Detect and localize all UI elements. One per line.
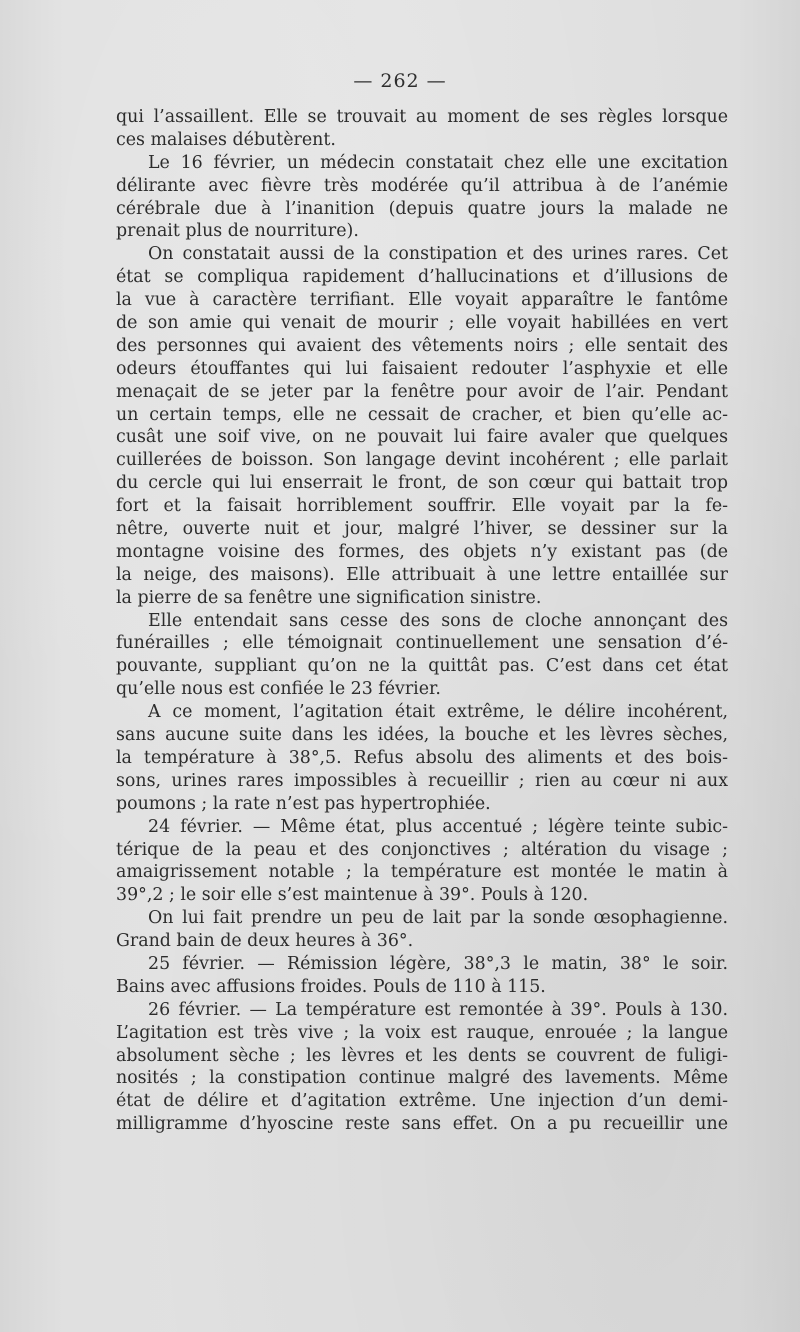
text-line: Grand bain de deux heures à 36°. (116, 931, 414, 952)
text-line: de son amie qui venait de mourir ; elle voyait habillées en vert (116, 313, 728, 334)
text-line: 26 février. — La température est remontée à 39°. Pouls à 130. (148, 999, 728, 1020)
text-line: ces malaises débutèrent. (116, 129, 336, 150)
text-line: délirante avec fièvre très modérée qu’il attribua à de l’anémie (116, 175, 728, 196)
paragraph (116, 152, 728, 244)
text-line: odeurs étouffantes qui lui faisaient redouter l’asphyxie et elle (116, 358, 728, 379)
text-line: nêtre, ouverte nuit et jour, malgré l’hiver, se dessiner sur la (116, 519, 728, 540)
text-line: la vue à caractère terrifiant. Elle voyait apparaître le fantôme (116, 290, 728, 311)
text-line: état se compliqua rapidement d’hallucinations et d’illusions de (116, 267, 728, 288)
text-line: 39°,2 ; le soir elle s’est maintenue à 39°. Pouls à 120. (116, 885, 589, 906)
text-line: la neige, des maisons). Elle attribuait à une lettre entaillée sur (116, 564, 728, 585)
page-number: — 262 — (353, 70, 447, 92)
text-line: qui l’assaillent. Elle se trouvait au moment de ses règles lorsque (116, 107, 728, 127)
text-line: L’agitation est très vive ; la voix est rauque, enrouée ; la langue (116, 1022, 728, 1043)
text-line: 24 février. — Même état, plus accentué ; légère teinte subic- (148, 816, 728, 837)
paragraph (116, 999, 728, 1136)
text-line: fort et la faisait horriblement souffrir. Elle voyait par la fe- (116, 496, 728, 517)
text-line: Bains avec affusions froides. Pouls de 110 à 115. (116, 976, 546, 997)
text-line: funérailles ; elle témoignait continuellement une sensation d’é- (116, 633, 728, 654)
text-line: térique de la peau et des conjonctives ; altération du visage ; (116, 839, 728, 860)
text-line: menaçait de se jeter par la fenêtre pour avoir de l’air. Pendant (116, 381, 728, 402)
text-line: pouvante, suppliant qu’on ne la quittât pas. C’est dans cet état (116, 656, 728, 677)
paragraph (116, 243, 728, 609)
text-line: cusât une soif vive, on ne pouvait lui faire avaler que quelques (116, 427, 728, 448)
text-line: A ce moment, l’agitation était extrême, le délire incohérent, (148, 702, 728, 723)
text-line: montagne voisine des formes, des objets n’y existant pas (de (116, 541, 728, 562)
text-line: cuillerées de boisson. Son langage devint incohérent ; elle parlait (116, 450, 728, 471)
text-line: la pierre de sa fenêtre une signification sinistre. (116, 587, 542, 608)
text-body (116, 106, 728, 1136)
text-line: Elle entendait sans cesse des sons de cloche annonçant des (148, 610, 728, 631)
text-line: du cercle qui lui enserrait le front, de son cœur qui battait trop (116, 473, 728, 494)
text-line: nosités ; la constipation continue malgré des lavements. Même (116, 1068, 728, 1089)
text-line: absolument sèche ; les lèvres et les dents se couvrent de fuligi- (116, 1045, 728, 1066)
text-line: poumons ; la rate n’est pas hypertrophiée. (116, 793, 491, 814)
text-line: sons, urines rares impossibles à recueillir ; rien au cœur ni aux (116, 770, 728, 791)
paragraph (116, 953, 728, 999)
text-line: amaigrissement notable ; la température est montée le matin à (116, 862, 728, 883)
paragraph (116, 610, 728, 702)
text-line: état de délire et d’agitation extrême. Une injection d’un demi- (116, 1091, 728, 1112)
paragraph (116, 106, 728, 152)
text-line: des personnes qui avaient des vêtements noirs ; elle sentait des (116, 335, 728, 356)
text-line: cérébrale due à l’inanition (depuis quatre jours la malade ne (116, 198, 728, 219)
text-line: On lui fait prendre un peu de lait par la sonde œsophagienne. (148, 908, 728, 929)
text-line: On constatait aussi de la constipation et des urines rares. Cet (148, 244, 728, 265)
paragraph (116, 816, 728, 908)
text-line: 25 février. — Rémission légère, 38°,3 le matin, 38° le soir. (148, 953, 728, 974)
text-line: qu’elle nous est confiée le 23 février. (116, 679, 441, 700)
paragraph (116, 907, 728, 953)
paragraph (116, 701, 728, 815)
text-line: Le 16 février, un médecin constatait chez elle une excitation (148, 152, 728, 173)
text-line: sans aucune suite dans les idées, la bouche et les lèvres sèches, (116, 725, 728, 746)
text-line: la température à 38°,5. Refus absolu des aliments et des bois- (116, 747, 728, 768)
text-line: milligramme d’hyoscine reste sans effet. On a pu recueillir une (116, 1114, 728, 1135)
text-line: prenait plus de nourriture). (116, 221, 359, 242)
text-line: un certain temps, elle ne cessait de cracher, et bien qu’elle ac- (116, 404, 728, 425)
